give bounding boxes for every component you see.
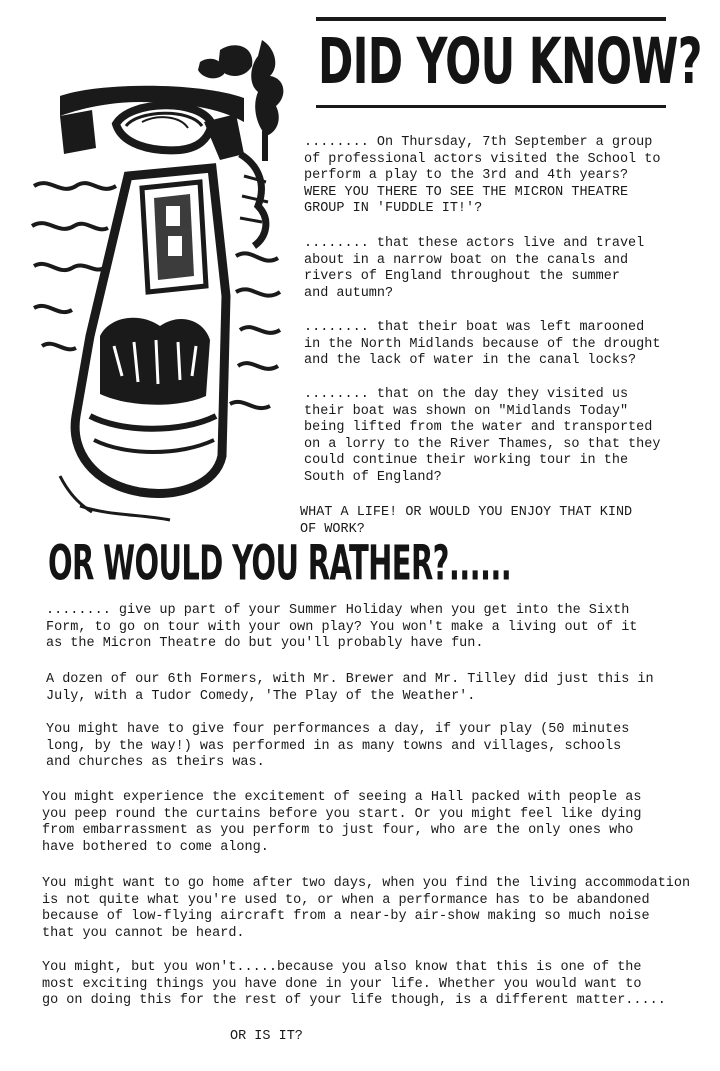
rather-paragraph-6: You might, but you won't.....because you also know that this is one of the most exciting things you have done in your life. Whether you would want to go on doing this for the rest of your life though, is a different matter.....: [42, 960, 666, 1008]
closing-line: OR IS IT?: [230, 1029, 303, 1044]
heading-underline: [316, 105, 666, 108]
did-you-know-paragraph-1: ........ On Thursday, 7th September a group of professional actors visited the School to perform a play to the 3rd and 4th years? WERE YOU THERE TO SEE THE MICRON THEATRE GROUP IN 'FUDDLE IT!'?: [304, 135, 661, 216]
did-you-know-paragraph-3: ........ that their boat was left marooned in the North Midlands because of the drought and the lack of water in the canal locks?: [304, 320, 661, 368]
would-you-rather-heading: OR WOULD YOU RATHER?......: [48, 534, 512, 591]
did-you-know-paragraph-4: ........ that on the day they visited us their boat was shown on "Midlands Today" being lifted from the water and transported on a lorry to the River Thames, so that they could continue their working tour in the South of England?: [304, 387, 661, 485]
did-you-know-heading: DID YOU KNOW?: [318, 25, 702, 99]
rather-paragraph-2: A dozen of our 6th Formers, with Mr. Brewer and Mr. Tilley did just this in July, with a Tudor Comedy, 'The Play of the Weather'.: [46, 672, 654, 704]
rather-paragraph-4: You might experience the excitement of seeing a Hall packed with people as you peep round the curtains before you start. Or you might feel like dying from embarrassment as you perform to just four, who are the only ones who have bothered to come along.: [42, 790, 642, 855]
rather-paragraph-1: ........ give up part of your Summer Holiday when you get into the Sixth Form, to go on tour with your own play? You won't make a living out of it as the Micron Theatre do but you'll probably have fun.: [46, 603, 638, 651]
rather-paragraph-3: You might have to give four performances a day, if your play (50 minutes long, by the way!) was performed in as many towns and villages, schools and churches as theirs was.: [46, 722, 630, 770]
rather-paragraph-5: You might want to go home after two days, when you find the living accommodation is not quite what you're used to, or when a performance has to be abandoned because of low-flying aircraft from a near-by air-show making so much noise that you cannot be heard.: [42, 876, 691, 941]
what-a-life-line: WHAT A LIFE! OR WOULD YOU ENJOY THAT KIND OF WORK?: [300, 505, 633, 537]
did-you-know-paragraph-2: ........ that these actors live and travel about in a narrow boat on the canals and rivers of England throughout the summer and autumn?: [304, 236, 645, 301]
narrowboat-illustration: [30, 36, 292, 534]
